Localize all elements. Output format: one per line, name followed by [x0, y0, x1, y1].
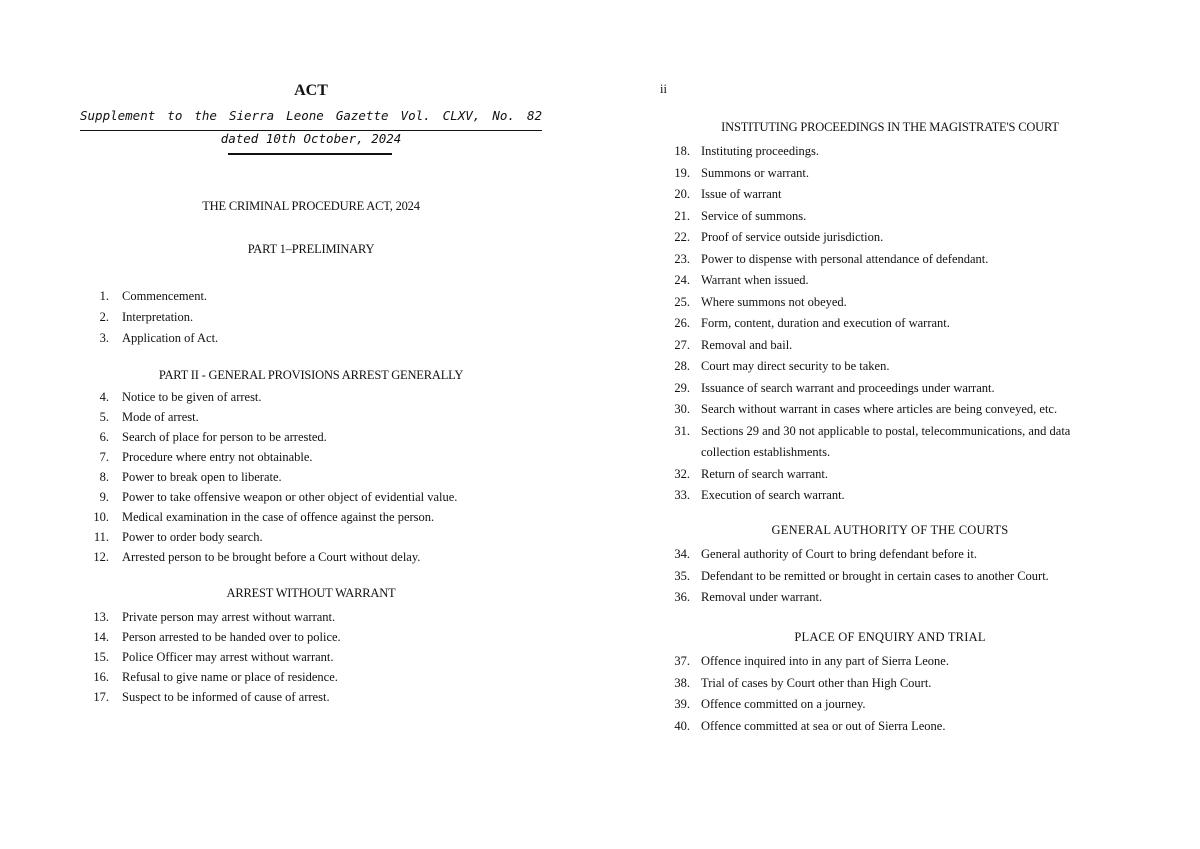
list-item: 35. Defendant to be remitted or brought in certain cases to another Court.: [674, 568, 1049, 583]
list-item: 8. Power to break open to liberate.: [99, 470, 282, 484]
part1-heading: PART 1–PRELIMINARY: [247, 242, 375, 256]
list-item: 9. Power to take offensive weapon or other object of evidential value.: [99, 490, 458, 504]
list-item: 3. Application of Act.: [99, 331, 219, 345]
list-item: 16. Refusal to give name or place of residence.: [93, 670, 338, 684]
list-item: 14. Person arrested to be handed over to police.: [93, 630, 341, 644]
list-item: 2. Interpretation.: [99, 310, 194, 324]
list-item: 6. Search of place for person to be arrested.: [99, 430, 327, 444]
page-number: ii: [660, 82, 667, 96]
list-item: 37. Offence inquired into in any part of Sierra Leone.: [674, 654, 949, 668]
list-item: 29. Issuance of search warrant and proceedings under warrant.: [674, 380, 995, 395]
authority-list: [660, 544, 1140, 609]
list-item: 23. Power to dispense with personal attendance of defendant.: [674, 251, 989, 266]
place-of-enquiry-heading: PLACE OF ENQUIRY AND TRIAL: [794, 630, 986, 644]
list-item: 18. Instituting proceedings.: [674, 144, 820, 158]
list-item: 32. Return of search warrant.: [674, 466, 829, 481]
gazette-supplement-line: Supplement to the Sierra Leone Gazette Vol. CLXV, No. 82: [80, 108, 542, 123]
list-item: 20. Issue of warrant: [674, 187, 782, 201]
list-item: 11. Power to order body search.: [93, 530, 263, 544]
list-item: 5. Mode of arrest.: [99, 410, 199, 424]
list-item: 19. Summons or warrant.: [674, 165, 809, 180]
act-title: ACT: [294, 82, 328, 99]
instituting-proceedings-heading: INSTITUTING PROCEEDINGS IN THE MAGISTRATE'S COURT: [721, 120, 1059, 134]
instituting-list: [660, 141, 1140, 507]
list-item: 30. Search without warrant in cases where articles are being conveyed, etc.: [674, 402, 1058, 416]
list-item: 1. Commencement.: [99, 289, 208, 303]
list-item: 25. Where summons not obeyed.: [674, 294, 847, 309]
list-item: 40. Offence committed at sea or out of Sierra Leone.: [674, 718, 946, 733]
general-authority-heading: GENERAL AUTHORITY OF THE COURTS: [771, 523, 1009, 537]
list-item: 17. Suspect to be informed of cause of arrest.: [93, 690, 330, 704]
arrest-without-warrant-heading: ARREST WITHOUT WARRANT: [226, 586, 396, 600]
list-item: 31. Sections 29 and 30 not applicable to postal, telecommunications, and data collection establishments.: [674, 423, 1071, 459]
list-item: 22. Proof of service outside jurisdiction.: [674, 230, 884, 244]
list-item: 39. Offence committed on a journey.: [674, 697, 866, 711]
list-item: 10. Medical examination in the case of offence against the person.: [93, 510, 435, 524]
list-item: 24. Warrant when issued.: [674, 273, 809, 287]
list-item: 13. Private person may arrest without warrant.: [93, 610, 336, 624]
list-item: 4. Notice to be given of arrest.: [99, 390, 262, 404]
list-item: 15. Police Officer may arrest without warrant.: [93, 650, 334, 664]
part2-heading: PART II - GENERAL PROVISIONS ARREST GENERALLY: [158, 368, 464, 382]
gazette-date-line: dated 10th October, 2024: [220, 131, 402, 146]
list-item: 34. General authority of Court to bring defendant before it.: [674, 547, 977, 561]
divider-rule-short: [228, 153, 392, 155]
act-name-heading: THE CRIMINAL PROCEDURE ACT, 2024: [202, 199, 420, 213]
list-item: 12. Arrested person to be brought before a Court without delay.: [93, 550, 421, 564]
list-item: 7. Procedure where entry not obtainable.: [99, 450, 313, 464]
list-item: 28. Court may direct security to be taken.: [674, 359, 890, 373]
list-item: 38. Trial of cases by Court other than High Court.: [674, 675, 932, 690]
list-item: 27. Removal and bail.: [674, 337, 793, 352]
list-item: 21. Service of summons.: [674, 208, 807, 223]
list-item: 33. Execution of search warrant.: [674, 488, 845, 502]
list-item: 26. Form, content, duration and execution of warrant.: [674, 316, 950, 330]
arrest-list: [80, 607, 542, 707]
list-item: 36. Removal under warrant.: [674, 590, 823, 604]
part1-list: [80, 286, 542, 349]
part2-list: [80, 387, 542, 567]
place-list: [660, 651, 1140, 737]
